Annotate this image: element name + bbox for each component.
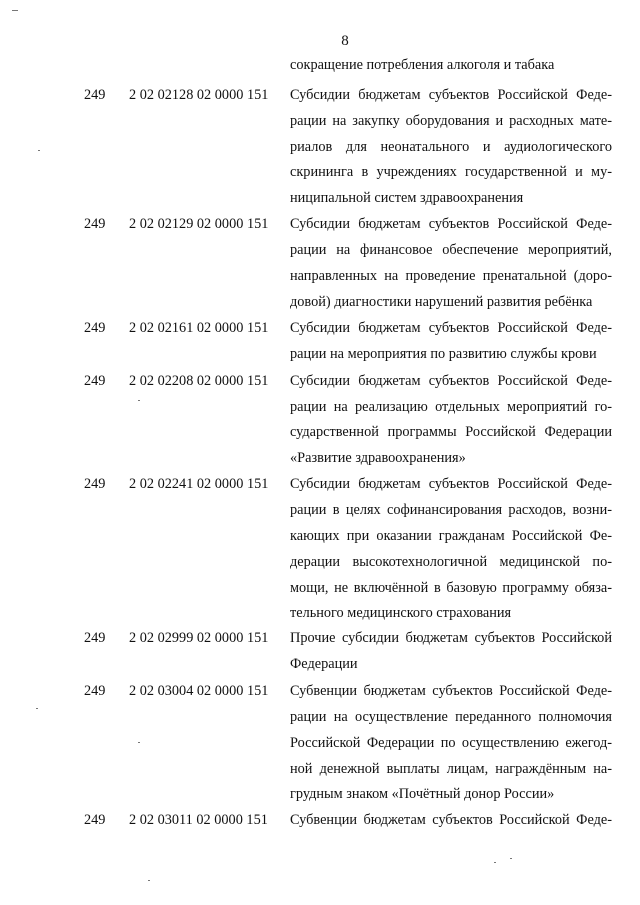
description-line: Российской Федерации по осуществлению ежегод-: [290, 735, 612, 751]
description-line: ной денежной выплаты лицам, награждённым на-: [290, 761, 612, 777]
budget-classification-code: 2 02 02241 02 0000 151: [129, 476, 269, 492]
description-line: Субсидии бюджетам субъектов Российской Феде-: [290, 216, 612, 232]
description-line: тельного медицинского страхования: [290, 605, 512, 621]
description-line: грудным знаком «Почётный донор России»: [290, 786, 555, 802]
description-line: ниципальной систем здравоохранения: [290, 190, 524, 206]
description-line: довой) диагностики нарушений развития ребёнка: [290, 294, 593, 310]
admin-code: 249: [84, 216, 106, 232]
admin-code: 249: [84, 476, 106, 492]
description-line: рации на финансовое обеспечение мероприятий,: [290, 242, 612, 258]
description-line: дерации высокотехнологичной медицинской по-: [290, 554, 612, 570]
description-line: Прочие субсидии бюджетам субъектов Российской: [290, 630, 612, 646]
description-line: риалов для неонатального и аудиологического: [290, 139, 612, 155]
budget-classification-code: 2 02 02999 02 0000 151: [129, 630, 269, 646]
description-line: рации на закупку оборудования и расходных мате-: [290, 113, 612, 129]
budget-classification-code: 2 02 02128 02 0000 151: [129, 87, 269, 103]
description-line: рации в целях софинансирования расходов, возни-: [290, 502, 612, 518]
budget-classification-code: 2 02 03011 02 0000 151: [129, 812, 268, 828]
budget-classification-code: 2 02 02161 02 0000 151: [129, 320, 269, 336]
description-line: кающих при оказании гражданам Российской Фе-: [290, 528, 612, 544]
budget-classification-code: 2 02 02208 02 0000 151: [129, 373, 269, 389]
description-line: Субсидии бюджетам субъектов Российской Феде-: [290, 320, 612, 336]
description-line: Федерации: [290, 656, 358, 672]
description-line: рации на осуществление переданного полномочия: [290, 709, 612, 725]
scan-speck: [510, 858, 512, 859]
admin-code: 249: [84, 630, 106, 646]
page-number: 8: [341, 33, 349, 49]
scan-speck: [12, 10, 18, 11]
scan-speck: [36, 708, 38, 709]
scan-speck: [138, 400, 140, 401]
admin-code: 249: [84, 812, 106, 828]
budget-classification-code: 2 02 02129 02 0000 151: [129, 216, 269, 232]
admin-code: 249: [84, 683, 106, 699]
description-line: рации на реализацию отдельных мероприятий го-: [290, 399, 612, 415]
admin-code: 249: [84, 87, 106, 103]
description-line: «Развитие здравоохранения»: [290, 450, 466, 466]
description-line: направленных на проведение пренатальной (доро-: [290, 268, 612, 284]
admin-code: 249: [84, 373, 106, 389]
description-line: сударственной программы Российской Федерации: [290, 424, 612, 440]
description-line: Субсидии бюджетам субъектов Российской Феде-: [290, 373, 612, 389]
description-line: Субвенции бюджетам субъектов Российской Феде-: [290, 683, 612, 699]
description-line: рации на мероприятия по развитию службы крови: [290, 346, 597, 362]
description-line: скрининга в учреждениях государственной и му-: [290, 164, 612, 180]
scan-speck: [148, 880, 150, 881]
scan-speck: [138, 742, 140, 743]
description-line: Субсидии бюджетам субъектов Российской Феде-: [290, 87, 612, 103]
budget-classification-code: 2 02 03004 02 0000 151: [129, 683, 269, 699]
continuation-text: сокращение потребления алкоголя и табака: [290, 57, 555, 73]
scan-speck: [494, 862, 496, 863]
scan-speck: [38, 150, 40, 151]
description-line: мощи, не включённой в базовую программу обяза-: [290, 580, 612, 596]
description-line: Субвенции бюджетам субъектов Российской Феде-: [290, 812, 612, 828]
description-line: Субсидии бюджетам субъектов Российской Феде-: [290, 476, 612, 492]
admin-code: 249: [84, 320, 106, 336]
